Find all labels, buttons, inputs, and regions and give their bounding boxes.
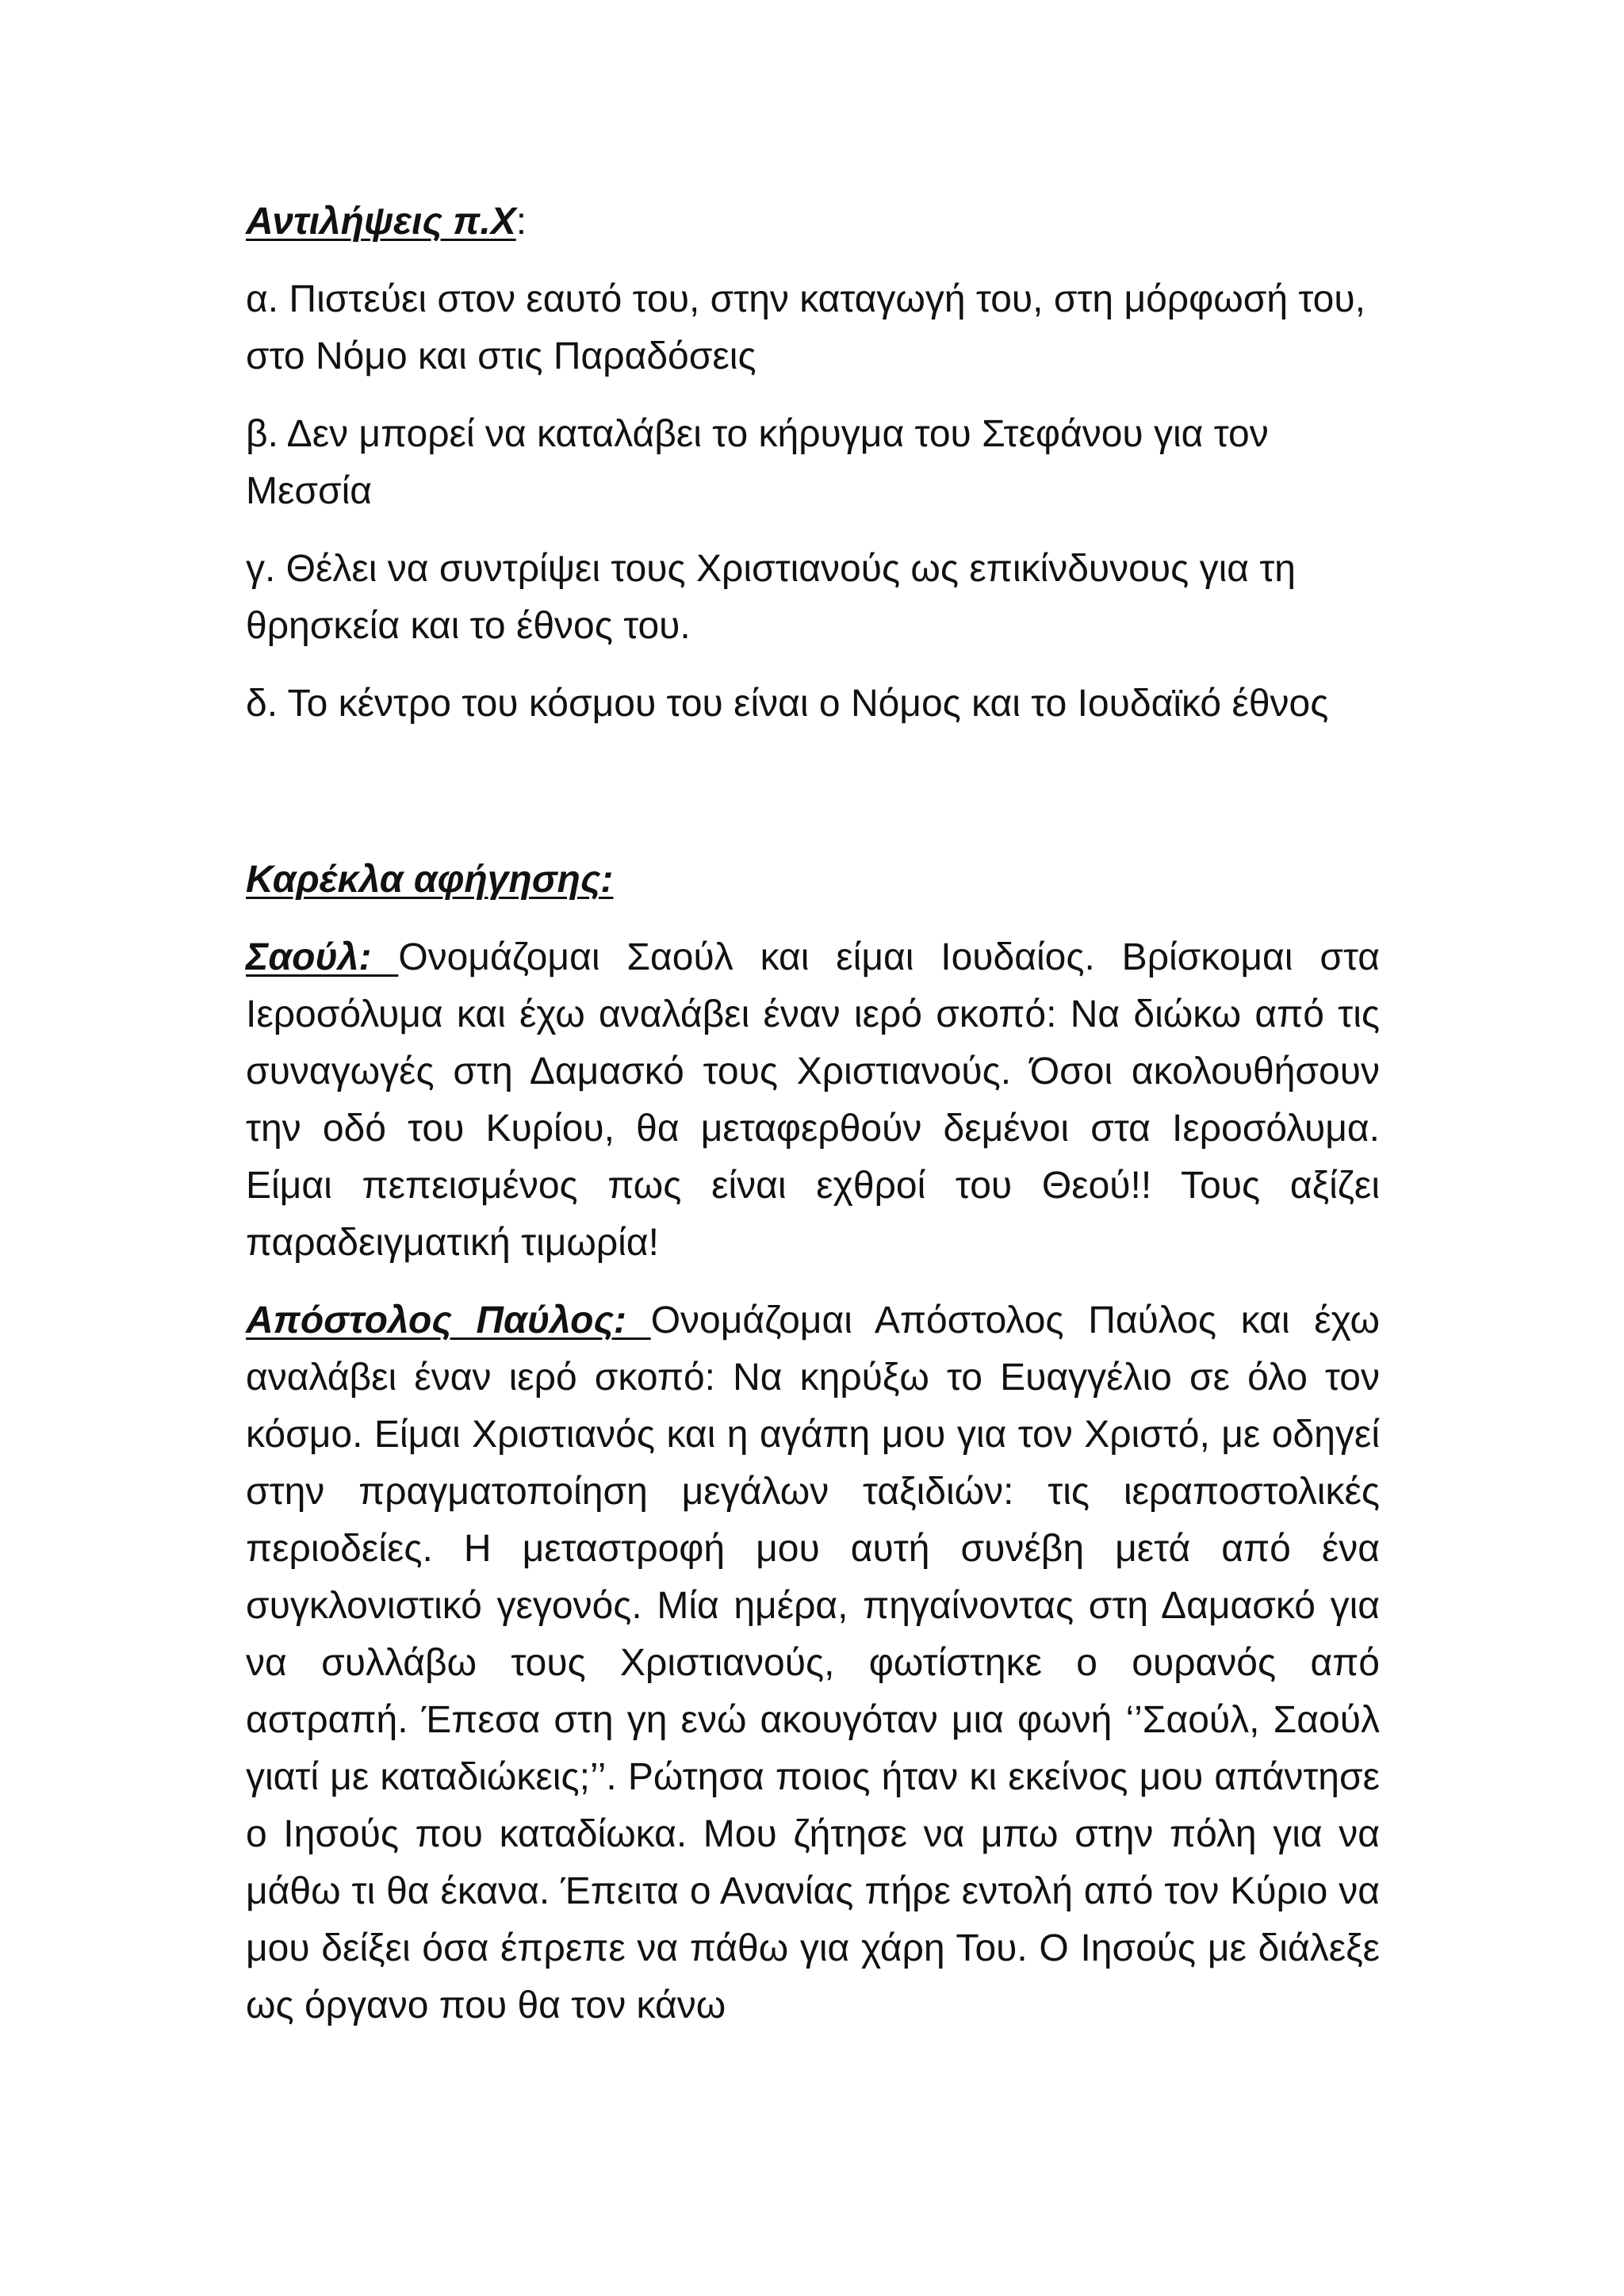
list-item-alpha: α. Πιστεύει στον εαυτό του, στην καταγωγή του, στη μόρφωσή του, στο Νόμο και στις Παραδόσεις: [246, 278, 1365, 377]
heading-colon: :: [515, 201, 527, 243]
paragraph-text-paul: Ονομάζομαι Απόστολος Παύλος και έχω αναλάβει έναν ιερό σκοπό: Να κηρύξω το Ευαγγέλιο σε όλο τον κόσμο. Είμαι Χριστιανός και η αγάπη μου για τον Χριστό, με οδηγεί στην πραγματοποίηση μεγάλων ταξιδιών: τις ιεραποστολικές περιοδείες. Η μεταστροφή μου αυτή συνέβη μετά από ένα συγκλονιστικό γεγονός. Μία ημέρα, πηγαίνοντας στη Δαμασκό για να συλλάβω τους Χριστιανούς, φωτίστηκε ο ουρανός από αστραπή. Έπεσα στη γη ενώ ακουγόταν μια φωνή ‘’Σαούλ, Σαούλ γιατί με καταδιώκεις;’’. Ρώτησα ποιος ήταν κι εκείνος μου απάντησε ο Ιησούς που καταδίωκα. Μου ζήτησε να μπω στην πόλη για να μάθω τι θα έκανα. Έπειτα ο Ανανίας πήρε εντολή από τον Κύριο να μου δείξει όσα έπρεπε να πάθω για χάρη Του. Ο Ιησούς με διάλεξε ως όργανο που θα τον κάνω: [246, 1299, 1380, 2026]
paragraph-saul: [246, 929, 1380, 1272]
speaker-label-saul: Σαούλ:: [246, 936, 372, 978]
speaker-label-paul: Απόστολος Παύλος:: [246, 1299, 626, 1341]
list-item-delta: δ. Το κέντρο του κόσμου του είναι ο Νόμος και το Ιουδαϊκό έθνος: [246, 683, 1329, 725]
list-item-beta: β. Δεν μπορεί να καταλάβει το κήρυγμα του Στεφάνου για τον Μεσσία: [246, 413, 1269, 512]
page-content: [246, 193, 1380, 2034]
section-heading-narration-chair: Καρέκλα αφήγησης:: [246, 859, 614, 901]
list-item-gamma: γ. Θέλει να συντρίψει τους Χριστιανούς ως επικίνδυνους για τη θρησκεία και το έθνος του.: [246, 548, 1296, 647]
heading-text: Αντιλήψεις π.Χ: [246, 201, 516, 243]
section-heading-perceptions: [246, 193, 1380, 251]
paragraph-text-saul: Ονομάζομαι Σαούλ και είμαι Ιουδαίος. Βρίσκομαι στα Ιεροσόλυμα και έχω αναλάβει έναν ιερό σκοπό: Να διώκω από τις συναγωγές στη Δαμασκό τους Χριστιανούς. Όσοι ακολουθήσουν την οδό του Κυρίου, θα μεταφερθούν δεμένοι στα Ιεροσόλυμα. Είμαι πεπεισμένος πως είναι εχθροί του Θεού!! Τους αξίζει παραδειγματική τιμωρία!: [246, 936, 1380, 1264]
paragraph-paul: [246, 1292, 1380, 2034]
